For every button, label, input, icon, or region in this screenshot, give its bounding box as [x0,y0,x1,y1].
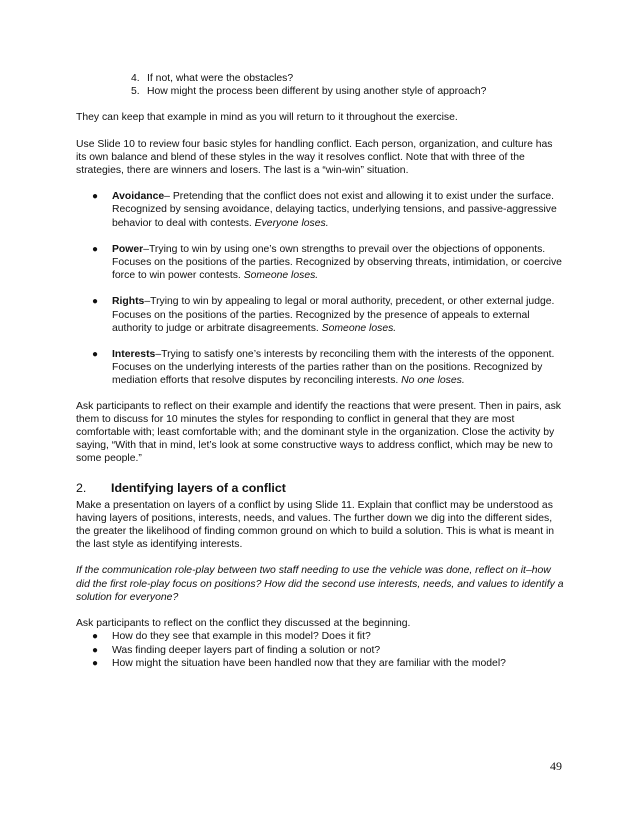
list-item-avoidance [76,190,564,230]
list-item-interests [76,348,564,388]
bullet-icon: ● [92,657,99,669]
style-term: Avoidance [112,191,165,203]
bullet-icon: ● [92,296,99,308]
paragraph-keep-example: They can keep that example in mind as you will return to it throughout the exercise. [76,112,458,124]
list-item [76,85,564,98]
paragraph-role-play-note: If the communication role-play between two staff needing to use the vehicle was done, reflect on it–how did the first role-play focus on positions? How did the second use interests, needs, and values to identify a solution for everyone? [76,565,564,603]
section-heading [76,480,564,496]
list-item-text: How do they see that example in this model? Does it fit? [112,631,371,643]
bullet-icon: ● [92,631,99,643]
list-item [76,644,564,657]
style-outcome: No one loses. [401,375,465,387]
style-term: Rights [112,296,145,308]
style-body: –Trying to win by using one’s own strengths to prevail over the objections of opponents. Focuses on the positions of the parties. Recognized by observing threats, intimidation, or coercive force to win power contests. [112,243,562,282]
numbered-question-list [76,72,564,98]
reflect-questions-list [76,630,564,670]
bullet-icon: ● [92,191,99,203]
list-item-text: How might the situation have been handled now that they are familiar with the model? [112,657,506,669]
document-page [76,72,564,670]
list-item-rights [76,295,564,335]
bullet-icon: ● [92,644,99,656]
section-number: 2. [76,480,87,495]
conflict-styles-list [76,190,564,387]
style-outcome: Someone loses. [243,270,319,282]
paragraph-layers: Make a presentation on layers of a conflict by using Slide 11. Explain that conflict may be understood as having layers of positions, interests, needs, and values. The further down we dig into the different sides, the greater the likelihood of finding common ground on which to build a solution. This is what is meant in the last style as identifying interests. [76,499,555,551]
list-item-power [76,243,564,283]
bullet-icon: ● [92,349,99,361]
paragraph-reflect: Ask participants to reflect on the conflict they discussed at the beginning. [76,618,411,630]
style-term: Interests [112,349,156,361]
style-outcome: Someone loses. [321,322,397,334]
style-body: –Trying to win by appealing to legal or moral authority, precedent, or other external judge. Focuses on the positions of the parties. Recognized by the presence of appeals to external authority to judge or arbitrate disagreements. [112,296,555,334]
list-item [76,630,564,643]
paragraph-ask-participants: Ask participants to reflect on their example and identify the reactions that were present. Then in pairs, ask them to discuss for 10 minutes the styles for responding to conflict in general that they are most comfortable with; least comfortable with; and the dominant style in the organization. Close the activity by saying, “With that in mind, let’s look at some constructive ways to address conflict, which may be new to some people.” [76,400,561,465]
list-number: 5. [131,86,140,98]
list-item-text: How might the process been different by using another style of approach? [147,86,487,98]
style-term: Power [112,243,144,255]
list-item-text: Was finding deeper layers part of finding a solution or not? [112,644,381,656]
list-number: 4. [131,73,140,84]
style-body: –Trying to satisfy one’s interests by reconciling them with the interests of the opponent. Focuses on the underlying interests of the parties rather than on the positions. Recognized by mediation efforts that resolve disputes by reconciling interests. [112,349,555,387]
list-item [76,72,564,85]
section-title: Identifying layers of a conflict [111,480,286,495]
style-outcome: Everyone loses. [254,217,329,229]
bullet-icon: ● [92,243,99,255]
list-item [76,657,564,670]
page-number: 49 [550,759,562,773]
paragraph-slide-10: Use Slide 10 to review four basic styles for handling conflict. Each person, organization, and culture has its own balance and blend of these styles in the way it resolves conflict. Note that with three of the strategies, there are winners and losers. The last is a “win-win” situation. [76,138,553,177]
list-item-text: If not, what were the obstacles? [147,73,294,84]
style-body: – Pretending that the conflict does not exist and allowing it to exist under the surface. Recognized by sensing avoidance, delaying tactics, underlying tensions, and passive-aggressive behavior to deal with contests. [112,191,557,229]
